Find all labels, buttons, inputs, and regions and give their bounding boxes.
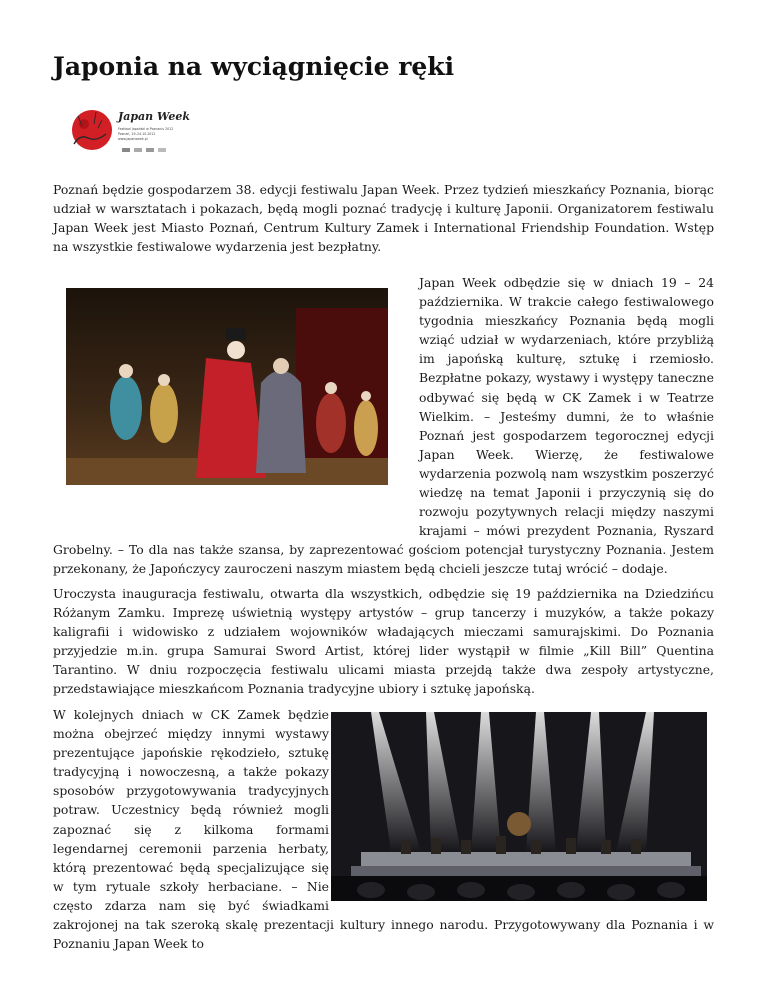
taiko-stage-photo: [331, 712, 707, 901]
paragraph-inauguration: Uroczysta inauguracja festiwalu, otwarta dla wszystkich, odbędzie się 19 października na Dziedzińcu Różanym Zamku. Imprezę uświetnią występy artystów – grup tancerzy i muzyków, a także pokazy kaligrafii i widowisko z udziałem wojowników władających mieczami samurajskimi. Do Poznania przyjedzie m.in. grupa Samurai Sword Artist, której lider wystąpił w filmie „Kill Bill” Quentina Tarantino. W dniu rozpoczęcia festiwalu ulicami miasta przejdą także dwa zespoły artystyczne, przedstawiające mieszkańcom Poznania tradycyjne ubiory i sztukę japońską.: [53, 586, 714, 697]
paragraph-intro: Poznań będzie gospodarzem 38. edycji festiwalu Japan Week. Przez tydzień mieszkańcy Poznania, biorąc udział w warsztatach i pokazach, będą mogli poznać tradycję i kulturę Japonii. Organizatorem festiwalu Japan Week jest Miasto Poznań, Centrum Kultury Zamek i International Friendship Foundation. Wstęp na wszystkie festiwalowe wydarzenia jest bezpłatny.: [53, 182, 714, 255]
page-title: Japonia na wyciągnięcie ręki: [53, 52, 455, 81]
kimono-dancers-photo: [66, 288, 388, 485]
logo-line-1: Festiwal Japoński w Poznaniu 2012: [118, 127, 174, 131]
logo-line-3: www.japanweek.pl: [118, 137, 148, 141]
logo-line-2: Poznań, 19–24.10.2012: [118, 132, 156, 136]
japan-week-logo: [66, 104, 191, 158]
logo-wordmark: Japan Week: [118, 110, 191, 123]
paragraph-exhibitions: W kolejnych dniach w CK Zamek będzie można obejrzeć między innymi wystawy prezentujące japońskie rękodzieło, sztukę tradycyjną i nowoczesną, a także pokazy sposobów przygotowywania tradycyjnych potraw. Uczestnicy będą również mogli zapoznać się z kilkoma formami legendarnej ceremonii parzenia herbaty, którą prezentować będą specjalizujące się w tym rytuale szkoły herbaciane. – Nie często zdarza nam się być świadkami zakrojonej na tak szeroką skalę prezentacji kultury innego narodu. Przygotowywany dla Poznania i w Poznaniu Japan Week to: [53, 707, 714, 952]
paragraph-program: Japan Week odbędzie się w dniach 19 – 24 października. W trakcie całego festiwalowego tygodnia mieszkańcy Poznania będą mogli wziąć udział w wydarzeniach, które przybliżą im japońską kulturę, sztukę i rzemiosło. Bezpłatne pokazy, wystawy i występy taneczne odbywać się będą w CK Zamek i w Teatrze Wielkim. – Jesteśmy dumni, że to właśnie Poznań jest gospodarzem tegorocznej edycji Japan Week. Wierzę, że festiwalowe wydarzenia pozwolą nam wszystkim poszerzyć wiedzę na temat Japonii i przyczynią się do rozwoju pozytywnych relacji między naszymi krajami – mówi prezydent Poznania, Ryszard Grobelny. – To dla nas także szansa, by zaprezentować gościom potencjał turystyczny Poznania. Jestem przekonany, że Japończycy zauroczeni naszym miastem będą chcieli jeszcze tutaj wrócić – dodaje.: [53, 275, 714, 577]
